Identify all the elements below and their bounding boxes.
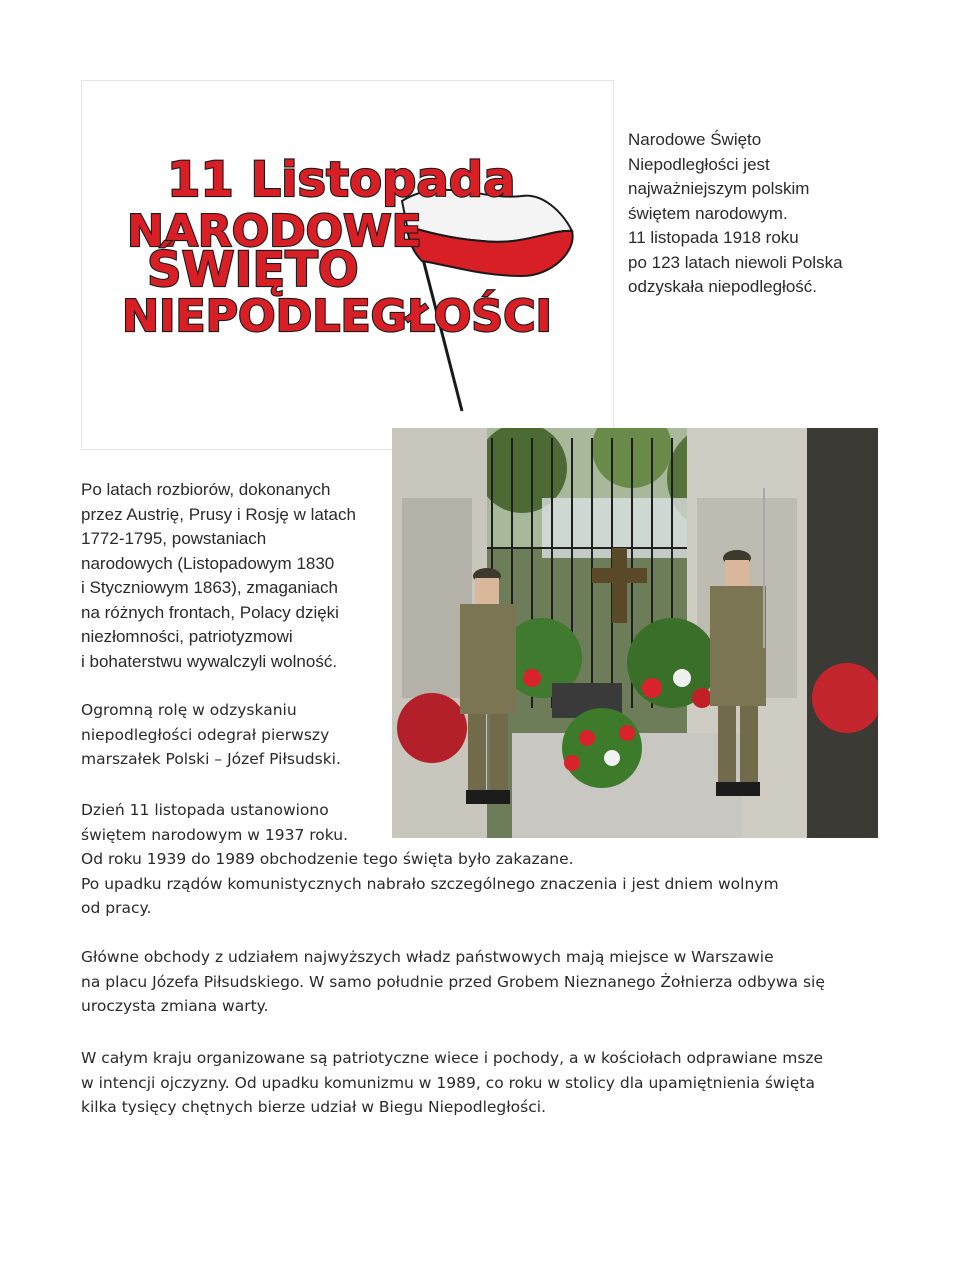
paragraph-partitions [81, 478, 941, 674]
paragraph-line: marszałek Polski – Józef Piłsudski. [81, 750, 341, 768]
intro-line: Niepodległości jest [628, 154, 770, 174]
paragraph-line: W całym kraju organizowane są patriotyczne wiece i pochody, a w kościołach odprawiane msze [81, 1049, 824, 1067]
logo-line-2: NARODOWE [127, 206, 422, 257]
paragraph-line: Po upadku rządów komunistycznych nabrało szczególnego znaczenia i jest dniem wolnym [81, 874, 779, 893]
paragraph-line: Dzień 11 listopada ustanowiono [81, 801, 329, 819]
intro-line: 11 listopada 1918 roku [628, 228, 799, 247]
paragraph-line: Ogromną rolę w odzyskaniu [81, 701, 297, 719]
paragraph-celebrations [81, 945, 941, 1019]
paragraph-line: Po latach rozbiorów, dokonanych [81, 480, 331, 499]
intro-line: najważniejszym polskim [628, 179, 810, 198]
paragraph-line: na różnych frontach, Polacy dzięki [81, 602, 339, 622]
paragraph-country [81, 1046, 941, 1120]
paragraph-line: i Styczniowym 1863), zmaganiach [81, 578, 339, 597]
paragraph-line: niezłomności, patriotyzmowi [81, 627, 293, 646]
paragraph-line: Główne obchody z udziałem najwyższych władz państwowych mają miejsce w Warszawie [81, 948, 774, 966]
intro-line: świętem narodowym. [628, 203, 788, 223]
intro-text [628, 128, 928, 300]
paragraph-line: i bohaterstwu wywalczyli wolność. [81, 651, 338, 671]
logo-graphic [82, 81, 613, 449]
intro-line: Narodowe Święto [628, 130, 762, 149]
logo-line-1: 11 Listopada [167, 152, 516, 208]
paragraph-line: w intencji ojczyzny. Od upadku komunizmu w 1989, co roku w stolicy dla upamiętnienia święta [81, 1073, 816, 1092]
paragraph-line: Od roku 1939 do 1989 obchodzenie tego święta było zakazane. [81, 850, 574, 868]
holiday-logo [81, 80, 614, 450]
paragraph-line: uroczysta zmiana warty. [81, 997, 269, 1015]
paragraph-line: przez Austrię, Prusy i Rosję w latach [81, 504, 356, 524]
paragraph-line: narodowych (Listopadowym 1830 [81, 553, 335, 573]
logo-line-3: ŚWIĘTO [147, 242, 359, 298]
intro-line: odzyskała niepodległość. [628, 277, 818, 296]
paragraph-pilsudski [81, 698, 941, 772]
paragraph-line: 1772-1795, powstaniach [81, 529, 267, 548]
paragraph-history [81, 798, 941, 921]
paragraph-line: świętem narodowym w 1937 roku. [81, 825, 349, 844]
intro-line: po 123 latach niewoli Polska [628, 252, 843, 272]
paragraph-line: od pracy. [81, 899, 152, 917]
paragraph-line: niepodległości odegrał pierwszy [81, 725, 330, 744]
paragraph-line: kilka tysięcy chętnych bierze udział w Biegu Niepodległości. [81, 1098, 546, 1116]
logo-line-4: NIEPODLEGŁOŚCI [122, 291, 551, 342]
paragraph-line: na placu Józefa Piłsudskiego. W samo południe przed Grobem Nieznanego Żołnierza odbywa się [81, 972, 825, 991]
